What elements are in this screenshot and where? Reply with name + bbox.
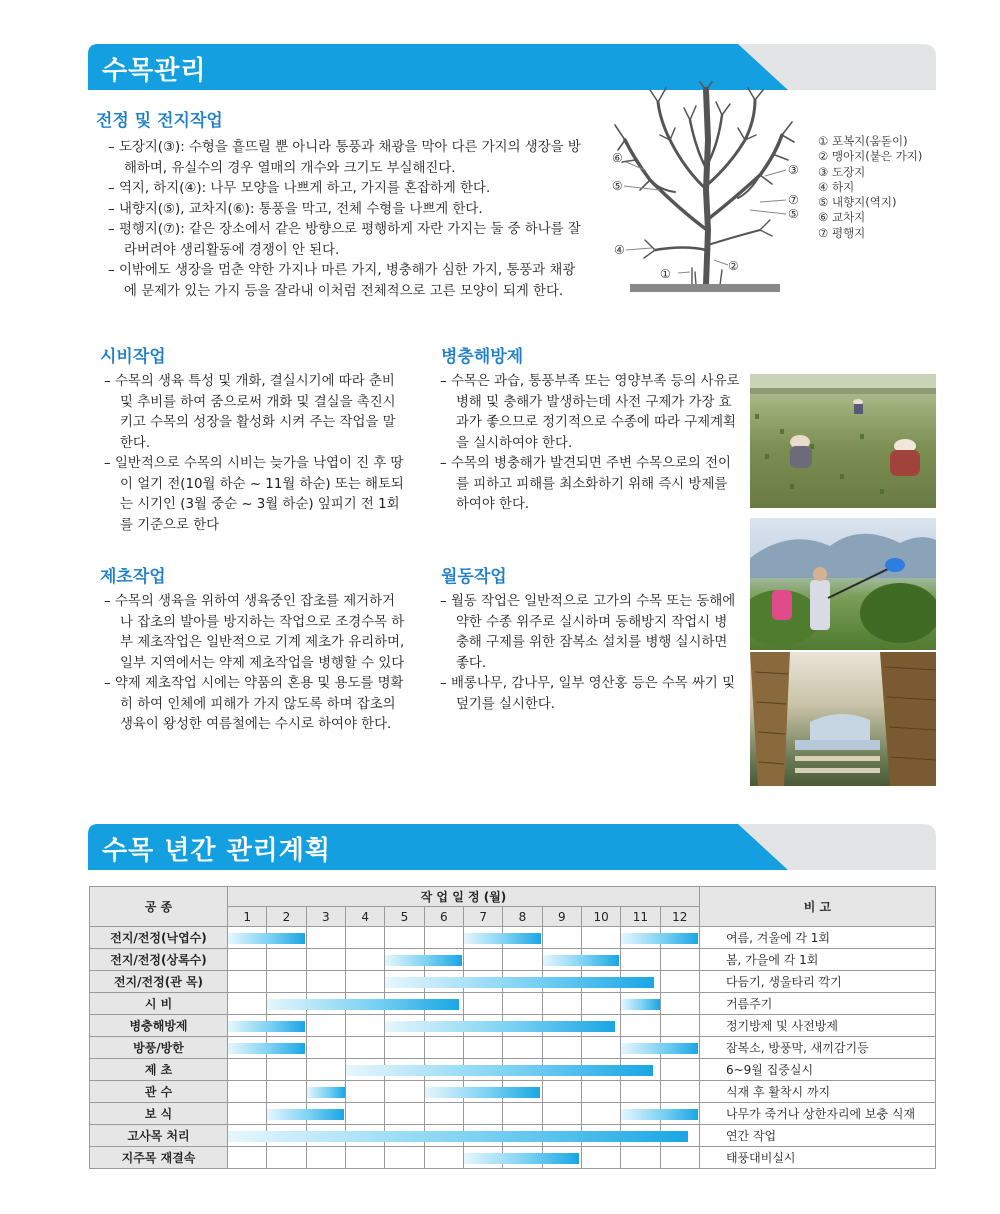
month-cell xyxy=(542,971,581,993)
month-cell xyxy=(542,1103,581,1125)
pest-heading: 병충해방제 xyxy=(441,347,524,367)
month-cell xyxy=(463,927,502,949)
month-header: 2 xyxy=(267,907,306,927)
annual-plan-table xyxy=(89,886,936,1169)
month-cell xyxy=(542,1081,581,1103)
weeding-item: – 수목의 생육을 위하여 생육중인 잡초를 제거하거나 잡초의 발아를 방지하는 작업으로 조경수목 하부 제초작업은 일반적으로 기계 제초가 유리하며, 일부 지역에서는 약제 제초작업을 병행할 수 있다 xyxy=(104,594,405,671)
month-cell xyxy=(385,927,424,949)
month-cell xyxy=(463,1081,502,1103)
month-cell xyxy=(621,1081,660,1103)
marker-3: ③ xyxy=(788,163,799,177)
month-cell xyxy=(660,1081,699,1103)
month-cell xyxy=(581,1103,620,1125)
month-cell xyxy=(660,1103,699,1125)
marker-1: ① xyxy=(660,267,671,281)
month-cell xyxy=(228,1147,267,1169)
month-cell xyxy=(463,1103,502,1125)
note-cell: 여름, 겨울에 각 1회 xyxy=(699,927,935,949)
month-cell xyxy=(463,1015,502,1037)
month-cell xyxy=(345,1103,384,1125)
table-row xyxy=(90,1059,936,1081)
month-cell xyxy=(463,1147,502,1169)
month-cell xyxy=(306,1015,345,1037)
month-cell xyxy=(542,1015,581,1037)
pest-item: – 수목은 과습, 통풍부족 또는 영양부족 등의 사유로 병해 및 충해가 발생하는데 사전 구제가 가장 효과가 좋으므로 정기적으로 수종에 따라 구제계획을 실시하여야 한다. xyxy=(440,374,740,451)
month-cell xyxy=(385,993,424,1015)
month-cell xyxy=(267,1147,306,1169)
legend-item: ⑦ 평행지 xyxy=(818,225,866,240)
legend-item: ③ 도장지 xyxy=(818,164,866,179)
tree-diagram xyxy=(600,80,815,300)
month-cell xyxy=(228,1125,267,1147)
month-cell xyxy=(228,1059,267,1081)
month-cell xyxy=(385,1081,424,1103)
work-name: 시 비 xyxy=(90,993,228,1015)
legend-item: ⑤ 내향지(역지) xyxy=(818,195,897,210)
month-cell xyxy=(581,1147,620,1169)
note-cell: 거름주기 xyxy=(699,993,935,1015)
pruning-text xyxy=(108,138,586,302)
month-header: 5 xyxy=(385,907,424,927)
month-cell xyxy=(345,927,384,949)
month-cell xyxy=(424,1147,463,1169)
month-cell xyxy=(424,971,463,993)
month-cell xyxy=(385,1037,424,1059)
month-cell xyxy=(228,1037,267,1059)
month-cell xyxy=(306,971,345,993)
table-row xyxy=(90,1081,936,1103)
month-cell xyxy=(503,993,542,1015)
month-cell xyxy=(503,1037,542,1059)
month-cell xyxy=(267,1125,306,1147)
legend-item: ① 포복지(움돋이) xyxy=(818,134,908,148)
month-cell xyxy=(621,1015,660,1037)
marker-6: ⑥ xyxy=(612,151,623,165)
month-cell xyxy=(503,1125,542,1147)
section-title: 수목 년간 관리계획 xyxy=(102,836,332,866)
month-cell xyxy=(424,927,463,949)
month-cell xyxy=(581,949,620,971)
legend-item: ④ 하지 xyxy=(818,179,855,194)
month-cell xyxy=(463,1037,502,1059)
pest-item: – 수목의 병충해가 발견되면 주변 수목으로의 전이를 피하고 피해를 최소화하기 위해 즉시 방제를 하여야 한다. xyxy=(440,456,731,512)
month-cell xyxy=(267,993,306,1015)
pruning-item: – 역지, 하지(④): 나무 모양을 나쁘게 하고, 가지를 혼잡하게 한다. xyxy=(108,181,491,196)
marker-5: ⑤ xyxy=(612,179,623,193)
pruning-item: – 이밖에도 생장을 멈춘 약한 가지나 마른 가지, 병충해가 심한 가지, 통풍과 채광에 문제가 있는 가지 등을 잘라내 이처럼 전체적으로 고른 모양이 되게 한다. xyxy=(108,263,576,299)
month-cell xyxy=(503,1081,542,1103)
month-cell xyxy=(581,1125,620,1147)
marker-4: ④ xyxy=(614,243,625,257)
note-cell: 6~9월 집중실시 xyxy=(699,1059,935,1081)
weeding-text xyxy=(104,592,406,736)
month-cell xyxy=(306,1147,345,1169)
month-cell xyxy=(306,1059,345,1081)
note-cell: 다듬기, 생울타리 깍기 xyxy=(699,971,935,993)
marker-7: ⑦ xyxy=(788,193,799,207)
fertilizing-text xyxy=(104,372,406,536)
month-cell xyxy=(542,1059,581,1081)
table-row xyxy=(90,993,936,1015)
month-header: 6 xyxy=(424,907,463,927)
col-header-period: 작 업 일 정 (월) xyxy=(228,887,700,907)
fertilizing-item: – 수목의 생육 특성 및 개화, 결실시기에 따라 춘비 및 추비를 하여 줌으로써 개화 및 결실을 촉진시키고 수목의 성장을 활성화 시켜 주는 작업을 말한다. xyxy=(104,374,396,451)
month-cell xyxy=(581,1081,620,1103)
month-cell xyxy=(228,927,267,949)
month-cell xyxy=(542,1037,581,1059)
month-cell xyxy=(424,1103,463,1125)
month-cell xyxy=(345,971,384,993)
photo-spraying xyxy=(750,518,936,650)
month-cell xyxy=(621,927,660,949)
month-cell xyxy=(267,1059,306,1081)
month-cell xyxy=(660,1037,699,1059)
table-row xyxy=(90,1103,936,1125)
work-name: 방풍/방한 xyxy=(90,1037,228,1059)
note-cell: 봄, 가을에 각 1회 xyxy=(699,949,935,971)
table-row xyxy=(90,971,936,993)
month-cell xyxy=(503,971,542,993)
month-cell xyxy=(621,949,660,971)
month-cell xyxy=(424,949,463,971)
month-cell xyxy=(463,949,502,971)
legend-item: ② 맹아지(붙은 가지) xyxy=(818,149,923,164)
month-cell xyxy=(345,1059,384,1081)
note-cell: 정기방제 및 사전방제 xyxy=(699,1015,935,1037)
month-header: 12 xyxy=(660,907,699,927)
month-cell xyxy=(660,993,699,1015)
month-cell xyxy=(621,1103,660,1125)
month-cell xyxy=(463,993,502,1015)
month-header: 10 xyxy=(581,907,620,927)
month-cell xyxy=(228,1103,267,1125)
month-cell xyxy=(345,1125,384,1147)
month-cell xyxy=(581,1059,620,1081)
section-title: 수목관리 xyxy=(102,56,207,86)
photo-straw-wrap xyxy=(750,652,936,786)
month-cell xyxy=(306,949,345,971)
month-cell xyxy=(345,1147,384,1169)
month-cell xyxy=(581,927,620,949)
month-cell xyxy=(621,971,660,993)
month-cell xyxy=(503,949,542,971)
pruning-item: – 도장지(③): 수형을 흩뜨릴 뿐 아니라 통풍과 채광을 막아 다른 가지의 생장을 방해하며, 유실수의 경우 열매의 개수와 크기도 부실해진다. xyxy=(108,140,581,176)
month-cell xyxy=(385,1103,424,1125)
month-header: 9 xyxy=(542,907,581,927)
work-name: 보 식 xyxy=(90,1103,228,1125)
work-name: 전지/전정(상록수) xyxy=(90,949,228,971)
month-cell xyxy=(542,1125,581,1147)
month-header: 8 xyxy=(503,907,542,927)
month-cell xyxy=(267,1081,306,1103)
month-cell xyxy=(385,1125,424,1147)
marker-5b: ⑤ xyxy=(788,207,799,221)
month-cell xyxy=(503,1015,542,1037)
month-cell xyxy=(228,1015,267,1037)
month-header: 7 xyxy=(463,907,502,927)
marker-2: ② xyxy=(728,259,739,273)
table-row xyxy=(90,1147,936,1169)
note-cell: 연간 작업 xyxy=(699,1125,935,1147)
pruning-heading: 전정 및 전지작업 xyxy=(96,111,223,131)
month-cell xyxy=(542,993,581,1015)
weeding-item: – 약제 제초작업 시에는 약품의 혼용 및 용도를 명확히 하여 인체에 피해가 가지 않도록 하며 잡초의 생육이 왕성한 여름철에는 수시로 하여야 한다. xyxy=(104,676,404,732)
month-cell xyxy=(463,1125,502,1147)
month-cell xyxy=(542,927,581,949)
section-banner-annual xyxy=(88,824,936,870)
weeding-heading: 제초작업 xyxy=(100,567,166,587)
month-cell xyxy=(660,949,699,971)
month-cell xyxy=(267,1103,306,1125)
month-cell xyxy=(660,1015,699,1037)
month-cell xyxy=(267,927,306,949)
month-cell xyxy=(424,1015,463,1037)
month-cell xyxy=(542,949,581,971)
work-name: 지주목 재결속 xyxy=(90,1147,228,1169)
schedule-bar xyxy=(307,1087,345,1098)
month-cell xyxy=(385,1147,424,1169)
month-cell xyxy=(463,1059,502,1081)
month-cell xyxy=(385,1015,424,1037)
month-header: 11 xyxy=(621,907,660,927)
winter-item: – 월동 작업은 일반적으로 고가의 수목 또는 동해에 약한 수종 위주로 실시하며 동해방지 작업시 병충해 구제를 위한 잠복소 설치를 병행 실시하면 좋다. xyxy=(440,594,736,671)
month-cell xyxy=(306,1037,345,1059)
month-cell xyxy=(345,993,384,1015)
work-name: 제 초 xyxy=(90,1059,228,1081)
photo-field-workers xyxy=(750,374,936,508)
month-cell xyxy=(228,1081,267,1103)
spraying-photo xyxy=(750,518,936,650)
month-cell xyxy=(503,1103,542,1125)
month-cell xyxy=(581,1015,620,1037)
month-cell xyxy=(306,1125,345,1147)
month-cell xyxy=(228,971,267,993)
month-cell xyxy=(228,949,267,971)
month-cell xyxy=(660,971,699,993)
month-cell xyxy=(660,1125,699,1147)
month-cell xyxy=(621,1059,660,1081)
month-cell xyxy=(424,1037,463,1059)
month-cell xyxy=(306,927,345,949)
pest-text xyxy=(440,372,740,516)
note-cell: 나무가 죽거나 상한자리에 보충 식재 xyxy=(699,1103,935,1125)
fertilizing-heading: 시비작업 xyxy=(100,347,166,367)
month-cell xyxy=(345,1037,384,1059)
month-cell xyxy=(424,1081,463,1103)
month-cell xyxy=(424,993,463,1015)
month-header: 3 xyxy=(306,907,345,927)
table-row xyxy=(90,927,936,949)
month-header: 4 xyxy=(345,907,384,927)
month-cell xyxy=(621,1147,660,1169)
month-cell xyxy=(503,1147,542,1169)
winter-item: – 배롱나무, 감나무, 일부 영산홍 등은 수목 싸기 및 덮기를 실시한다. xyxy=(440,676,736,712)
work-name: 전지/전정(관 목) xyxy=(90,971,228,993)
legend-item: ⑥ 교차지 xyxy=(818,210,866,225)
pruning-item: – 평행지(⑦): 같은 장소에서 같은 방향으로 평행하게 자란 가지는 둘 중 하나를 잘라버려야 생리활동에 경쟁이 안 된다. xyxy=(108,222,581,258)
month-cell xyxy=(581,971,620,993)
note-cell: 식재 후 활착시 까지 xyxy=(699,1081,935,1103)
month-cell xyxy=(503,1059,542,1081)
work-name: 전지/전정(낙엽수) xyxy=(90,927,228,949)
month-cell xyxy=(385,971,424,993)
work-name: 고사목 처리 xyxy=(90,1125,228,1147)
winter-text xyxy=(440,592,740,715)
table-row xyxy=(90,949,936,971)
month-cell xyxy=(345,1015,384,1037)
month-cell xyxy=(581,1037,620,1059)
note-cell: 태풍대비실시 xyxy=(699,1147,935,1169)
month-cell xyxy=(581,993,620,1015)
month-cell xyxy=(424,1125,463,1147)
pruning-item: – 내향지(⑤), 교차지(⑥): 통풍을 막고, 전체 수형을 나쁘게 한다. xyxy=(108,201,483,217)
month-cell xyxy=(660,1147,699,1169)
month-cell xyxy=(385,949,424,971)
tree-legend xyxy=(818,134,922,241)
month-cell xyxy=(267,1015,306,1037)
month-cell xyxy=(267,949,306,971)
table-row xyxy=(90,1125,936,1147)
month-cell xyxy=(621,1125,660,1147)
schedule-bar xyxy=(621,999,659,1010)
plan-body xyxy=(90,927,936,1169)
month-cell xyxy=(621,993,660,1015)
fertilizing-item: – 일반적으로 수목의 시비는 늦가을 낙엽이 진 후 땅이 얼기 전(10월 하순 ~ 11월 하순) 또는 해토되는 시기인 (3월 중순 ~ 3월 하순) 잎피기 전 1회를 기준으로 한다 xyxy=(104,456,404,533)
month-cell xyxy=(621,1037,660,1059)
work-name: 관 수 xyxy=(90,1081,228,1103)
col-header-note: 비 고 xyxy=(699,887,935,927)
month-cell xyxy=(267,971,306,993)
note-cell: 잠복소, 방풍막, 새끼감기등 xyxy=(699,1037,935,1059)
winter-wrap-photo xyxy=(750,652,936,786)
month-cell xyxy=(424,1059,463,1081)
month-cell xyxy=(345,1081,384,1103)
month-cell xyxy=(306,1103,345,1125)
table-row xyxy=(90,1037,936,1059)
month-cell xyxy=(503,927,542,949)
pest-control-photo xyxy=(750,374,936,508)
month-cell xyxy=(228,993,267,1015)
table-row xyxy=(90,1015,936,1037)
month-cell xyxy=(463,971,502,993)
work-name: 병충해방제 xyxy=(90,1015,228,1037)
month-cell xyxy=(306,1081,345,1103)
col-header-work: 공 종 xyxy=(90,887,228,927)
month-cell xyxy=(660,1059,699,1081)
month-cell xyxy=(385,1059,424,1081)
month-cell xyxy=(542,1147,581,1169)
month-cell xyxy=(267,1037,306,1059)
winter-heading: 월동작업 xyxy=(441,567,507,587)
month-cell xyxy=(306,993,345,1015)
month-header: 1 xyxy=(228,907,267,927)
month-cell xyxy=(345,949,384,971)
month-cell xyxy=(660,927,699,949)
